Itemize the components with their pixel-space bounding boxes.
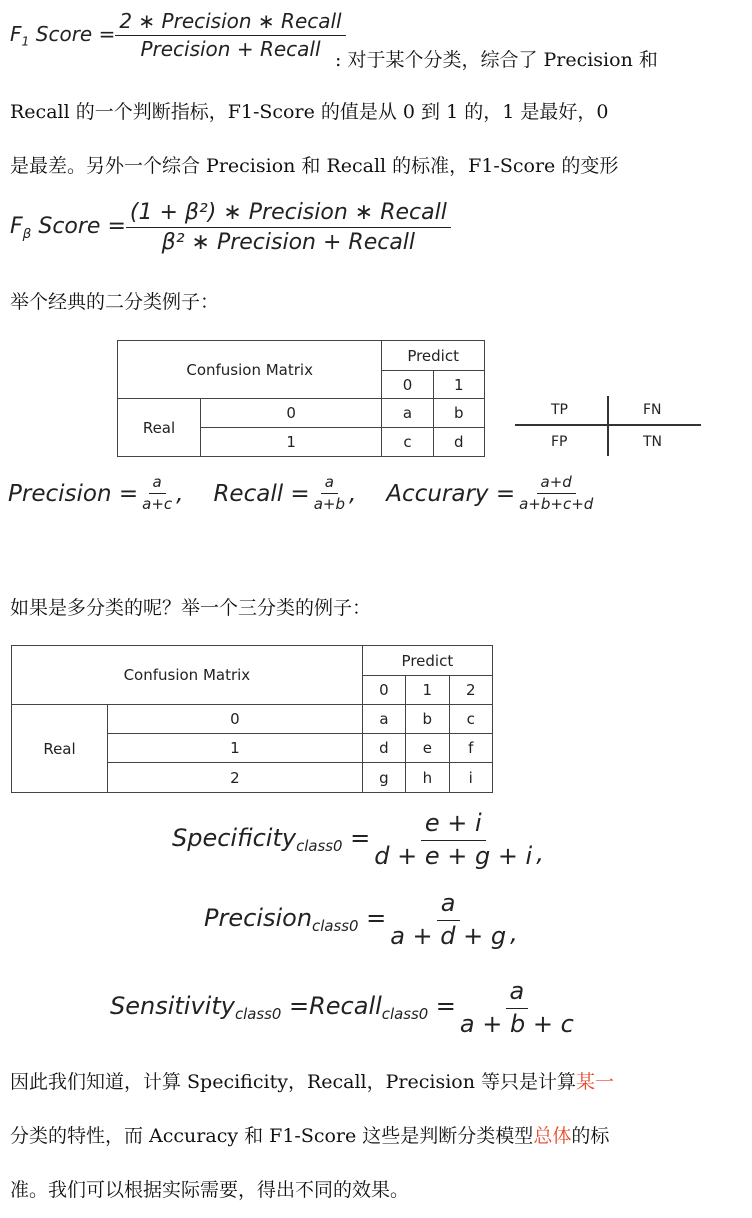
table-cell: i <box>449 763 492 793</box>
accuracy-lhs: Accurary = <box>386 480 516 507</box>
specificity-lhs: Specificity$_{class0}$ = <box>172 824 371 856</box>
predict-header: Predict <box>382 341 485 371</box>
f1-denominator: Precision + Recall <box>140 37 321 61</box>
binary-confusion-matrix <box>117 340 485 457</box>
real-header: Real <box>12 705 108 793</box>
precision-class0-formula <box>204 890 518 950</box>
fbeta-denominator: β² ∗ Precision + Recall <box>161 230 416 256</box>
table-cell: g <box>362 763 405 793</box>
fbeta-lhs: $F_\beta$ Score = <box>10 213 126 242</box>
specificity-numerator: e + i <box>421 810 486 841</box>
table-cell: b <box>406 705 449 734</box>
quadrant-fp: FP <box>551 434 568 450</box>
recall-lhs: Recall = <box>213 480 310 507</box>
conclusion-line1: 因此我们知道，计算 Specificity，Recall，Precision 等只是计算某一 <box>10 1071 614 1093</box>
separator: , <box>176 480 184 507</box>
fbeta-formula <box>10 200 451 256</box>
precision-numerator: a <box>149 474 166 494</box>
specificity-denominator: d + e + g + i <box>374 841 533 870</box>
table-cell: c <box>449 705 492 734</box>
sensitivity-numerator: a <box>506 978 529 1009</box>
specificity-formula <box>172 810 544 870</box>
multiclass-example-intro: 如果是多分类的呢？举一个三分类的例子： <box>10 597 372 619</box>
table-cell: a <box>382 399 433 428</box>
real-row-1: 1 <box>108 734 363 763</box>
sensitivity-fraction <box>456 978 578 1038</box>
recall-fraction <box>310 474 349 514</box>
fbeta-fraction <box>126 200 451 256</box>
specificity-fraction <box>370 810 536 870</box>
binary-example-intro: 举个经典的二分类例子： <box>10 291 220 313</box>
precision-class0-lhs: Precision$_{class0}$ = <box>204 904 387 936</box>
predict-col-1: 1 <box>433 371 484 399</box>
table-corner: Confusion Matrix <box>12 646 363 705</box>
accuracy-numerator: a+d <box>537 474 576 494</box>
conclusion-line3: 准。我们可以根据实际需要，得出不同的效果。 <box>10 1179 410 1201</box>
recall-class0-lhs: Recall$_{class0}$ = <box>309 992 456 1024</box>
fbeta-numerator: (1 + β²) ∗ Precision ∗ Recall <box>126 200 451 228</box>
table-cell: d <box>433 428 484 457</box>
precision-fraction <box>138 474 176 514</box>
f1-description-line3: 是最差。另外一个综合 Precision 和 Recall 的标准，F1-Score 的变形 <box>10 155 619 177</box>
highlight-text: 总体 <box>533 1125 572 1147</box>
precision-class0-fraction <box>386 890 510 950</box>
predict-col-0: 0 <box>382 371 433 399</box>
table-cell: h <box>406 763 449 793</box>
real-row-0: 0 <box>201 399 382 428</box>
precision-class0-trail: , <box>510 919 518 948</box>
f1-description-line2: Recall 的一个判断指标，F1-Score 的值是从 0 到 1 的，1 是最好，0 <box>10 101 609 123</box>
real-row-1: 1 <box>201 428 382 457</box>
real-row-0: 0 <box>108 705 363 734</box>
quadrant-fn: FN <box>643 402 662 418</box>
f1-numerator: 2 ∗ Precision ∗ Recall <box>115 10 345 36</box>
table-cell: e <box>406 734 449 763</box>
quadrant-vertical-line <box>607 396 609 456</box>
conclusion-line2: 分类的特性，而 Accuracy 和 F1-Score 这些是判断分类模型总体的标 <box>10 1125 610 1147</box>
sensitivity-denominator: a + b + c <box>459 1009 574 1038</box>
predict-col-0: 0 <box>362 676 405 705</box>
highlight-text: 某一 <box>575 1071 614 1093</box>
f1-lhs: $F_1$ Score = <box>10 22 116 49</box>
table-cell: c <box>382 428 433 457</box>
quadrant-tp: TP <box>551 402 568 418</box>
predict-col-1: 1 <box>406 676 449 705</box>
precision-lhs: Precision = <box>8 480 139 507</box>
sensitivity-lhs: Sensitivity$_{class0}$ = <box>110 992 310 1024</box>
real-header: Real <box>118 399 201 457</box>
specificity-trail: , <box>536 839 544 868</box>
separator: , <box>348 480 357 507</box>
precision-class0-numerator: a <box>437 890 460 921</box>
table-cell: a <box>362 705 405 734</box>
f1-fraction <box>115 10 345 61</box>
binary-formulas <box>8 474 597 514</box>
table-cell: b <box>433 399 484 428</box>
f1-formula <box>10 10 346 61</box>
real-row-2: 2 <box>108 763 363 793</box>
table-cell: f <box>449 734 492 763</box>
f1-description-line1: : 对于某个分类，综合了 Precision 和 <box>335 49 658 71</box>
accuracy-denominator: a+b+c+d <box>519 495 594 514</box>
table-cell: d <box>362 734 405 763</box>
recall-numerator: a <box>321 474 338 494</box>
sensitivity-formula <box>110 978 578 1038</box>
quadrant-diagram <box>515 396 701 456</box>
predict-header: Predict <box>362 646 492 676</box>
multiclass-confusion-matrix <box>11 645 493 793</box>
recall-denominator: a+b <box>313 495 345 514</box>
accuracy-fraction <box>515 474 597 514</box>
precision-denominator: a+c <box>142 495 173 514</box>
quadrant-tn: TN <box>643 434 663 450</box>
precision-class0-denominator: a + d + g <box>390 921 507 950</box>
table-corner: Confusion Matrix <box>118 341 382 399</box>
predict-col-2: 2 <box>449 676 492 705</box>
